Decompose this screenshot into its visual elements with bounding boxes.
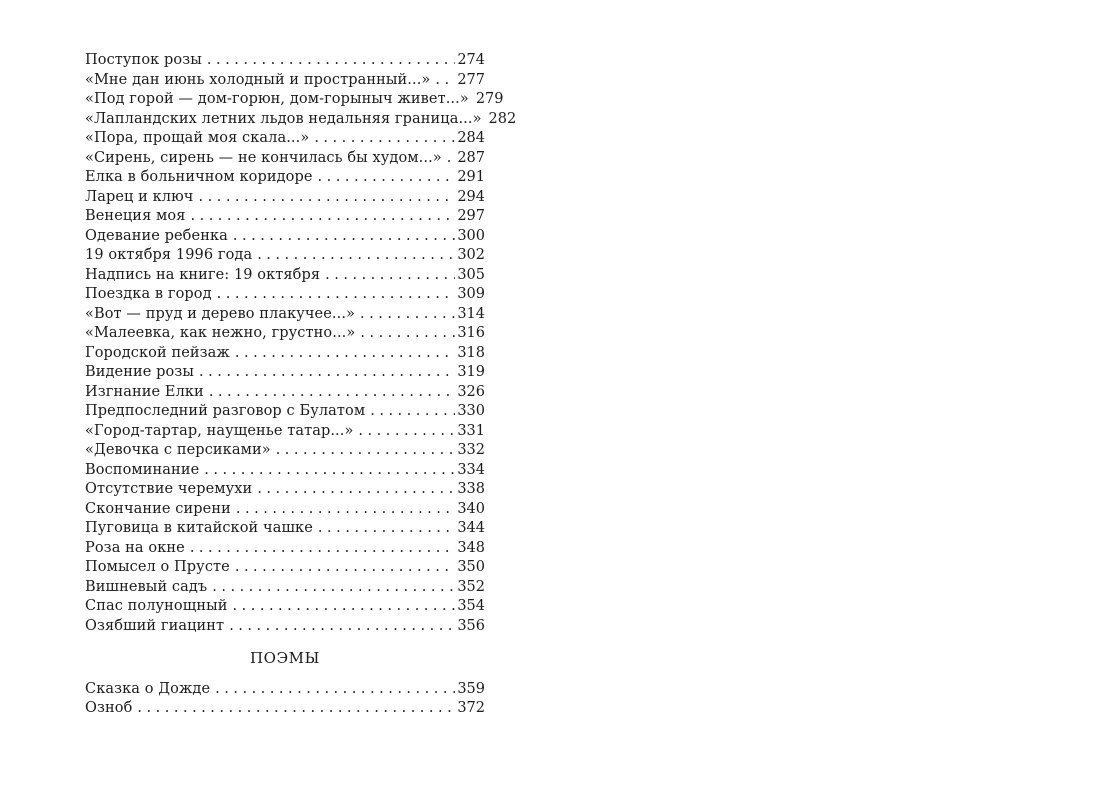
toc-entry-page-number: 319	[457, 364, 485, 380]
leader-dots	[199, 363, 455, 383]
toc-entry-page-number: 287	[457, 149, 485, 166]
toc-entry	[85, 597, 485, 617]
toc-entry-title: Спас полунощный	[85, 598, 228, 614]
toc-entry	[85, 578, 485, 598]
leader-dots	[209, 383, 456, 403]
toc-entry	[85, 363, 485, 383]
toc-entry-page-number: 338	[457, 481, 485, 497]
toc-entry-title: Озябший гиацинт	[85, 617, 225, 634]
toc-entry	[85, 110, 517, 130]
toc-entry	[85, 51, 485, 71]
toc-entry-page-number: 350	[457, 559, 485, 575]
toc-entry-title: Изгнание Елки	[85, 383, 204, 400]
toc-entry	[85, 71, 485, 91]
toc-entry	[85, 441, 485, 461]
toc-entry-page-number: 332	[457, 442, 485, 458]
toc-entry	[85, 539, 485, 559]
toc-entry	[85, 129, 485, 149]
leader-dots	[233, 597, 456, 617]
toc-entry-page-number: 291	[457, 169, 485, 185]
toc-entry-title: Надпись на книге: 19 октября	[85, 266, 321, 283]
toc-entry-title: Роза на окне	[85, 539, 185, 556]
toc-entry	[85, 558, 485, 578]
toc-entry-page-number: 354	[457, 598, 485, 614]
toc-entry-page-number: 284	[457, 130, 485, 146]
toc-entry	[85, 168, 485, 188]
toc-entry	[85, 480, 485, 500]
toc-entry-title: Венеция моя	[85, 208, 186, 224]
toc-entry-page-number: 334	[457, 461, 485, 478]
toc-entry	[85, 519, 485, 539]
toc-entry-title: Предпоследний разговор с Булатом	[85, 403, 366, 419]
leader-dots	[212, 578, 455, 598]
leader-dots	[233, 227, 455, 247]
leader-dots	[235, 558, 455, 578]
leader-dots	[257, 246, 455, 266]
leader-dots	[435, 71, 455, 91]
toc-entry-page-number: 305	[457, 266, 485, 283]
toc-entry-title: Одевание ребенка	[85, 227, 228, 244]
toc-entry-title: Поездка в город	[85, 286, 212, 302]
toc-entry	[85, 305, 485, 325]
toc-entry	[85, 207, 485, 227]
toc-entry-title: Ларец и ключ	[85, 188, 194, 205]
leader-dots	[199, 188, 456, 208]
leader-dots	[360, 305, 455, 325]
toc-entry-page-number: 372	[457, 700, 485, 716]
leader-dots	[314, 129, 455, 149]
toc-entry-page-number: 274	[457, 52, 485, 68]
leader-dots	[190, 207, 455, 227]
section-heading-poems: ПОЭМЫ	[250, 649, 320, 667]
toc-entry-title: Елка в больничном коридоре	[85, 169, 313, 185]
leader-dots	[358, 422, 455, 442]
toc-entry-title: «Малеевка, как нежно, грустно...»	[85, 325, 356, 341]
toc-list	[85, 51, 517, 636]
leader-dots	[235, 344, 455, 364]
table-of-contents	[85, 51, 517, 719]
leader-dots	[204, 461, 455, 481]
leader-dots	[190, 539, 456, 559]
toc-entry-page-number: 279	[475, 91, 504, 107]
toc-entry	[85, 617, 485, 637]
toc-entry-title: «Пора, прощай моя скала...»	[85, 130, 310, 146]
toc-entry-title: Городской пейзаж	[85, 344, 230, 361]
toc-entry-page-number: 326	[457, 383, 485, 400]
leader-dots	[207, 51, 455, 71]
toc-entry-page-number: 277	[457, 71, 485, 88]
toc-entry-title: «Под горой — дом-горюн, дом-горыныч живет...»	[85, 91, 469, 107]
toc-entry-page-number: 294	[457, 188, 485, 205]
toc-entry	[85, 500, 485, 520]
toc-entry-title: «Лапландских летних льдов недальняя граница...»	[85, 110, 482, 127]
toc-entry-page-number: 309	[457, 286, 485, 302]
toc-entry-title: Видение розы	[85, 364, 195, 380]
toc-entry-title: Отсутствие черемухи	[85, 481, 253, 497]
leader-dots	[137, 699, 455, 719]
toc-entry-title: Озноб	[85, 700, 133, 716]
toc-entry-page-number: 318	[457, 344, 485, 361]
leader-dots	[215, 680, 455, 700]
toc-entry-page-number: 359	[457, 680, 485, 697]
toc-entry-title: «Девочка с персиками»	[85, 442, 271, 458]
leader-dots	[370, 402, 455, 422]
toc-entry-page-number: 282	[488, 110, 517, 127]
toc-entry-page-number: 331	[457, 422, 485, 439]
leader-dots	[325, 266, 455, 286]
toc-entry	[85, 344, 485, 364]
toc-entry-title: Пуговица в китайской чашке	[85, 520, 313, 536]
toc-entry-page-number: 300	[457, 227, 485, 244]
toc-entry-page-number: 302	[457, 247, 485, 263]
toc-entry-title: «Мне дан июнь холодный и пространный...»	[85, 71, 431, 88]
toc-entry-title: Поступок розы	[85, 52, 202, 68]
toc-entry-page-number: 348	[457, 539, 485, 556]
leader-dots	[229, 617, 455, 637]
leader-dots	[318, 168, 456, 188]
toc-entry-title: «Сирень, сирень — не кончилась бы худом...»	[85, 149, 442, 166]
toc-entry-title: Помысел о Прусте	[85, 559, 230, 575]
toc-entry-title: Вишневый садъ	[85, 578, 208, 595]
toc-entry	[85, 422, 485, 442]
leader-dots	[318, 519, 455, 539]
toc-entry-page-number: 344	[457, 520, 485, 536]
toc-entry	[85, 266, 485, 286]
toc-entry-page-number: 330	[457, 403, 485, 419]
leader-dots	[276, 441, 456, 461]
toc-entry	[85, 246, 485, 266]
toc-entry	[85, 324, 485, 344]
toc-entry-title: Воспоминание	[85, 461, 200, 478]
toc-entry	[85, 149, 485, 169]
toc-entry-title: Сказка о Дожде	[85, 680, 211, 697]
toc-entry	[85, 699, 485, 719]
toc-entry-page-number: 316	[457, 325, 485, 341]
toc-entry	[85, 680, 485, 700]
leader-dots	[217, 285, 456, 305]
toc-entry-page-number: 356	[457, 617, 485, 634]
leader-dots	[257, 480, 455, 500]
toc-entry-page-number: 340	[457, 500, 485, 517]
toc-entry-page-number: 352	[457, 578, 485, 595]
toc-entry	[85, 227, 485, 247]
toc-entry	[85, 383, 485, 403]
toc-entry	[85, 285, 485, 305]
toc-entry	[85, 90, 504, 110]
toc-entry	[85, 188, 485, 208]
toc-entry	[85, 461, 485, 481]
toc-entry	[85, 402, 485, 422]
leader-dots	[236, 500, 455, 520]
toc-entry-title: «Вот — пруд и дерево плакучее...»	[85, 305, 356, 322]
toc-entry-title: «Город-тартар, наущенье татар...»	[85, 422, 354, 439]
toc-entry-page-number: 297	[457, 208, 485, 224]
toc-entry-title: Скончание сирени	[85, 500, 231, 517]
leader-dots	[447, 149, 456, 169]
toc-entry-page-number: 314	[457, 305, 485, 322]
leader-dots	[360, 324, 455, 344]
toc-poems-list	[85, 680, 485, 719]
toc-entry-title: 19 октября 1996 года	[85, 247, 253, 263]
